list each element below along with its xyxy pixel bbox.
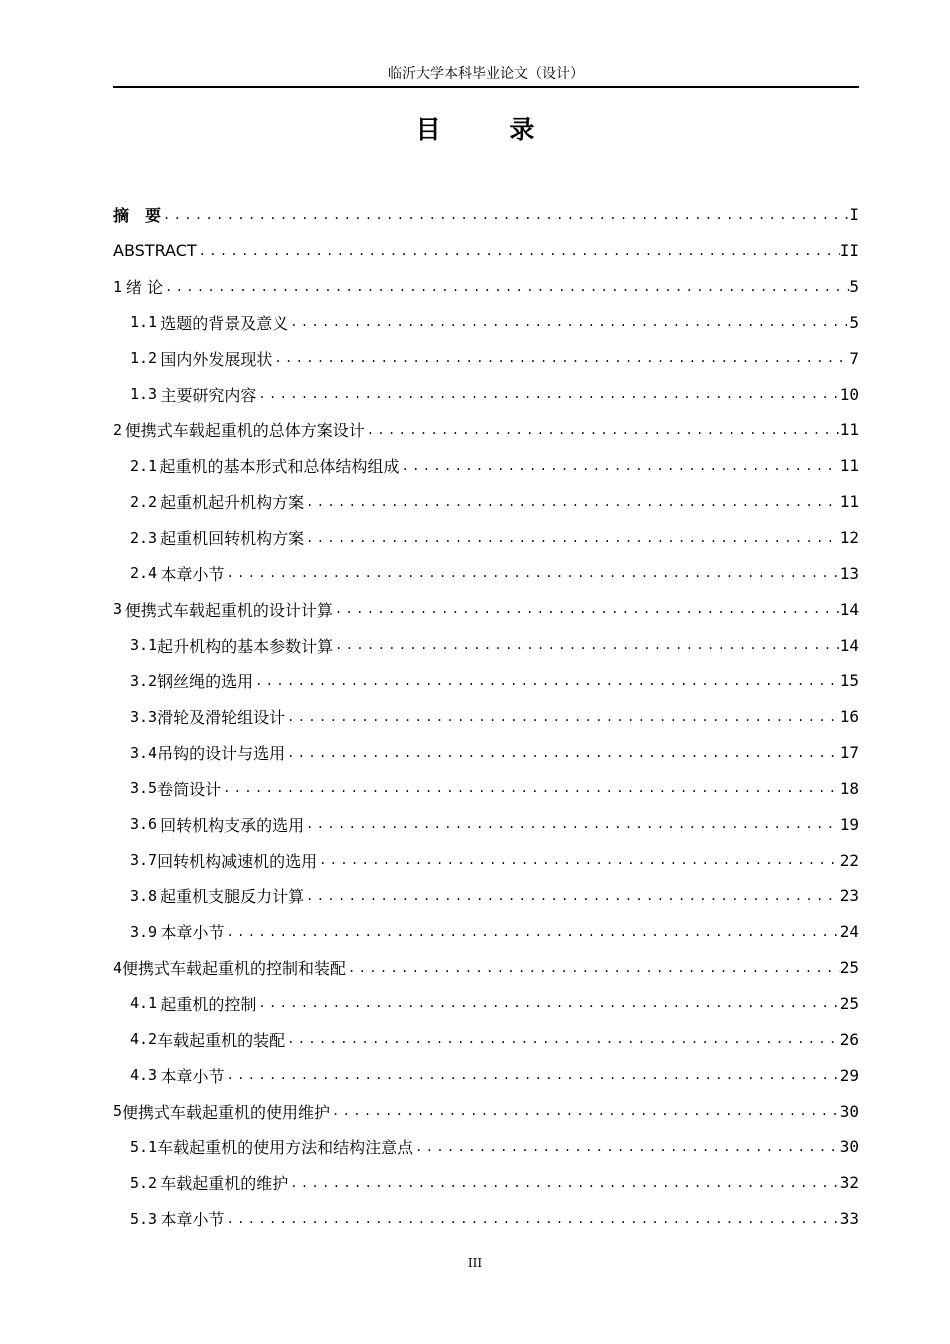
- toc-entry-title: 回转机构减速机的选用: [157, 851, 318, 871]
- toc-entry-number: 2.2: [130, 492, 158, 511]
- toc-entry-title: 选题的背景及意义: [160, 313, 289, 333]
- toc-entry[interactable]: [113, 914, 859, 950]
- toc-dot-leader: [346, 961, 840, 975]
- toc-entry-title: 本章小节: [160, 564, 225, 584]
- toc-entry-number: 5.2: [130, 1173, 158, 1192]
- toc-entry-page: 17: [839, 743, 859, 763]
- toc-entry[interactable]: [113, 233, 859, 269]
- header-rule: [113, 86, 859, 88]
- toc-dot-leader: [161, 208, 849, 222]
- toc-entry-page: 14: [839, 635, 859, 655]
- toc-entry-title: 摘 要: [113, 206, 162, 226]
- toc-dot-leader: [304, 495, 840, 509]
- toc-entry-page: 7: [849, 348, 859, 368]
- toc-entry[interactable]: [113, 1057, 859, 1093]
- toc-entry[interactable]: [113, 555, 859, 591]
- toc-entry-number: 5: [113, 1102, 123, 1121]
- toc-entry[interactable]: [113, 340, 859, 376]
- toc-entry-title: 车载起重机的装配: [157, 1030, 286, 1050]
- toc-dot-leader: [333, 602, 840, 616]
- toc-entry[interactable]: [113, 305, 859, 341]
- toc-entry[interactable]: [113, 806, 859, 842]
- table-of-contents: [113, 197, 859, 1236]
- toc-dot-leader: [221, 781, 840, 795]
- toc-entry-page: 22: [839, 850, 859, 870]
- toc-dot-leader: [225, 1068, 840, 1082]
- toc-entry-title: 钢丝绳的选用: [157, 672, 254, 692]
- toc-entry-page: 14: [839, 599, 859, 619]
- toc-entry-title: 回转机构支承的选用: [160, 815, 305, 835]
- toc-entry-number: 1.2: [130, 349, 158, 368]
- toc-entry[interactable]: [113, 1129, 859, 1165]
- toc-entry-number: 5.3: [130, 1209, 158, 1228]
- toc-entry-page: 30: [839, 1101, 859, 1121]
- toc-entry[interactable]: [113, 986, 859, 1022]
- toc-dot-leader: [225, 566, 840, 580]
- toc-dot-leader: [400, 459, 840, 473]
- toc-entry[interactable]: [113, 484, 859, 520]
- toc-entry-number: 3.8: [130, 886, 158, 905]
- toc-entry-title: 便携式车载起重机的设计计算: [124, 600, 333, 620]
- toc-entry-page: 16: [839, 707, 859, 727]
- toc-dot-leader: [285, 710, 840, 724]
- toc-entry[interactable]: [113, 1165, 859, 1201]
- toc-entry-number: 2: [113, 420, 123, 439]
- page-number: III: [467, 1256, 483, 1270]
- toc-entry[interactable]: [113, 269, 859, 305]
- toc-entry-title: 便携式车载起重机的使用维护: [122, 1102, 331, 1122]
- toc-dot-leader: [285, 1032, 840, 1046]
- toc-entry[interactable]: [113, 1201, 859, 1237]
- toc-entry[interactable]: [113, 950, 859, 986]
- toc-entry[interactable]: [113, 842, 859, 878]
- toc-entry[interactable]: [113, 1021, 859, 1057]
- toc-entry[interactable]: [113, 663, 859, 699]
- toc-entry-number: 4: [113, 958, 123, 977]
- toc-dot-leader: [256, 996, 839, 1010]
- toc-dot-leader: [288, 315, 849, 329]
- toc-entry-page: 15: [839, 671, 859, 691]
- toc-entry-page: 5: [849, 312, 859, 332]
- toc-entry-page: 23: [839, 886, 859, 906]
- toc-entry-page: II: [839, 241, 859, 261]
- toc-entry-number: 3.1: [130, 636, 158, 655]
- toc-entry-title: 便携式车载起重机的控制和装配: [122, 959, 347, 979]
- toc-entry-number: 2.4: [130, 564, 158, 583]
- toc-entry-title: 滑轮及滑轮组设计: [157, 708, 286, 728]
- toc-entry-page: 11: [839, 456, 859, 476]
- toc-dot-leader: [272, 351, 849, 365]
- toc-entry-title: 起重机支腿反力计算: [160, 887, 305, 907]
- toc-dot-leader: [413, 1140, 840, 1154]
- toc-entry-page: 12: [839, 528, 859, 548]
- toc-entry-page: 30: [839, 1137, 859, 1157]
- toc-entry-number: 2.3: [130, 528, 158, 547]
- toc-entry-page: 18: [839, 778, 859, 798]
- toc-entry[interactable]: [113, 448, 859, 484]
- toc-entry-title: 起重机回转机构方案: [160, 529, 305, 549]
- toc-entry-page: 5: [849, 277, 859, 297]
- toc-entry-number: 3.6: [130, 815, 158, 834]
- toc-entry-page: I: [849, 205, 859, 225]
- toc-dot-leader: [333, 638, 840, 652]
- toc-dot-leader: [304, 889, 840, 903]
- toc-entry-title: 主要研究内容: [160, 385, 257, 405]
- toc-entry-number: 1.1: [130, 313, 158, 332]
- toc-entry-title: 起重机起升机构方案: [160, 493, 305, 513]
- toc-entry-title: ABSTRACT: [113, 241, 197, 261]
- toc-dot-leader: [304, 817, 840, 831]
- running-header: 临沂大学本科毕业论文（设计）: [388, 66, 584, 82]
- toc-entry[interactable]: [113, 591, 859, 627]
- toc-entry[interactable]: [113, 699, 859, 735]
- toc-entry-number: 3.4: [130, 743, 158, 762]
- toc-entry-page: 13: [839, 563, 859, 583]
- toc-entry-title: 本章小节: [160, 1066, 225, 1086]
- toc-entry-number: 3.7: [130, 851, 158, 870]
- toc-entry-title: 国内外发展现状: [160, 349, 273, 369]
- toc-entry-page: 24: [839, 922, 859, 942]
- toc-entry-number: 2.1: [130, 456, 158, 475]
- toc-entry-number: 4.2: [130, 1030, 158, 1049]
- toc-entry-title: 绪 论: [125, 278, 163, 298]
- toc-entry-number: 3.2: [130, 671, 158, 690]
- toc-dot-leader: [225, 1212, 840, 1226]
- toc-dot-leader: [163, 280, 849, 294]
- toc-entry[interactable]: [113, 771, 859, 807]
- toc-entry-number: 5.1: [130, 1137, 158, 1156]
- toc-entry-number: 3.5: [130, 779, 158, 798]
- toc-entry-title: 本章小节: [160, 1210, 225, 1230]
- toc-dot-leader: [197, 244, 840, 258]
- toc-entry[interactable]: [113, 376, 859, 412]
- toc-entry-page: 19: [839, 814, 859, 834]
- toc-entry-title: 起升机构的基本参数计算: [157, 636, 334, 656]
- toc-entry-page: 11: [839, 420, 859, 440]
- toc-entry-page: 29: [839, 1065, 859, 1085]
- toc-entry-page: 32: [839, 1173, 859, 1193]
- toc-dot-leader: [225, 925, 840, 939]
- toc-entry[interactable]: [113, 1093, 859, 1129]
- toc-entry-title: 便携式车载起重机的总体方案设计: [124, 421, 365, 441]
- toc-entry-title: 卷筒设计: [157, 779, 222, 799]
- toc-entry[interactable]: [113, 197, 859, 233]
- toc-entry-number: 4.1: [130, 994, 158, 1013]
- toc-entry-page: 10: [839, 384, 859, 404]
- toc-entry-number: 3.3: [130, 707, 158, 726]
- toc-dot-leader: [304, 531, 840, 545]
- toc-dot-leader: [285, 746, 840, 760]
- toc-entry[interactable]: [113, 878, 859, 914]
- toc-entry-title: 车载起重机的使用方法和结构注意点: [157, 1138, 414, 1158]
- toc-dot-leader: [288, 1176, 840, 1190]
- page-title: 目 录: [415, 115, 565, 144]
- toc-entry-number: 1.3: [130, 385, 158, 404]
- toc-entry-page: 25: [839, 993, 859, 1013]
- toc-entry-page: 26: [839, 1029, 859, 1049]
- toc-entry-page: 33: [839, 1209, 859, 1229]
- toc-dot-leader: [253, 674, 840, 688]
- toc-entry-number: 3: [113, 600, 123, 619]
- toc-dot-leader: [330, 1104, 840, 1118]
- toc-entry-title: 吊钩的设计与选用: [157, 744, 286, 764]
- toc-entry[interactable]: [113, 735, 859, 771]
- toc-entry-title: 车载起重机的维护: [160, 1174, 289, 1194]
- toc-entry-title: 起重机的基本形式和总体结构组成: [159, 457, 400, 477]
- toc-entry-page: 11: [839, 492, 859, 512]
- toc-entry[interactable]: [113, 412, 859, 448]
- toc-dot-leader: [317, 853, 840, 867]
- toc-entry-page: 25: [839, 958, 859, 978]
- toc-dot-leader: [365, 423, 840, 437]
- toc-dot-leader: [256, 387, 839, 401]
- toc-entry-title: 本章小节: [160, 923, 225, 943]
- toc-entry-number: 4.3: [130, 1066, 158, 1085]
- toc-entry[interactable]: [113, 520, 859, 556]
- toc-entry-number: 1: [113, 277, 123, 296]
- toc-entry[interactable]: [113, 627, 859, 663]
- toc-entry-number: 3.9: [130, 922, 158, 941]
- toc-entry-title: 起重机的控制: [160, 994, 257, 1014]
